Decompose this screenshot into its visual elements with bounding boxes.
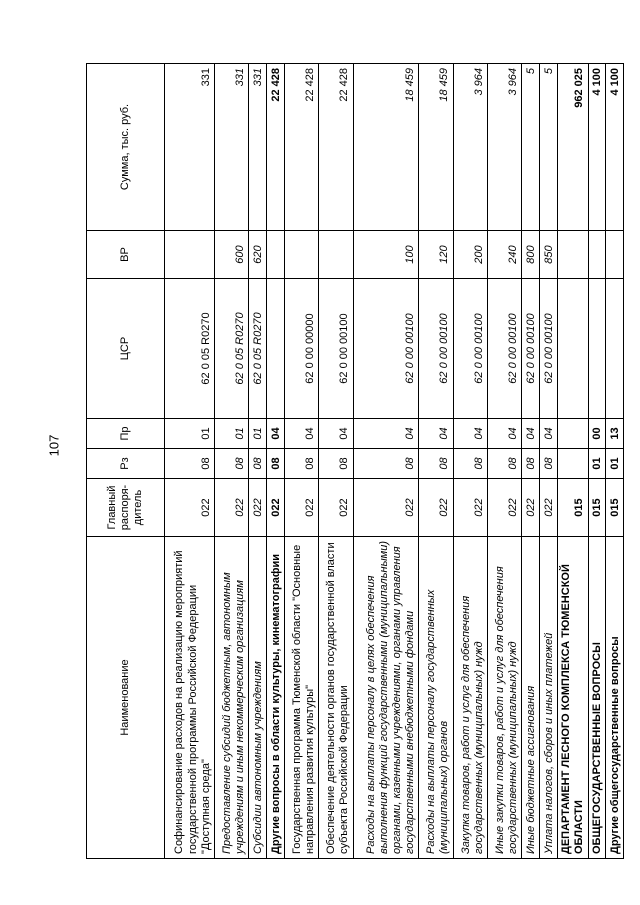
table-row	[284, 64, 318, 859]
cell-sum: 5	[522, 64, 540, 231]
header-vr: ВР	[87, 231, 165, 279]
cell-pr: 01	[215, 419, 249, 449]
cell-sum: 331	[165, 64, 215, 231]
table-row	[522, 64, 540, 859]
cell-rz: 08	[249, 449, 267, 479]
budget-table	[86, 63, 624, 859]
cell-glav: 022	[419, 479, 453, 537]
cell-glav: 015	[606, 479, 624, 537]
cell-vr: 800	[522, 231, 540, 279]
cell-sum: 18 459	[419, 64, 453, 231]
cell-vr: 240	[488, 231, 522, 279]
table-row	[488, 64, 522, 859]
cell-sum: 3 964	[488, 64, 522, 231]
cell-csr: 62 0 05 R0270	[215, 279, 249, 419]
cell-sum: 22 428	[319, 64, 353, 231]
cell-vr: 620	[249, 231, 267, 279]
cell-glav: 022	[215, 479, 249, 537]
cell-pr: 04	[540, 419, 558, 449]
cell-rz: 08	[540, 449, 558, 479]
cell-name: Другие общегосударственные вопросы	[606, 537, 624, 859]
cell-sum: 5	[540, 64, 558, 231]
cell-glav: 022	[267, 479, 285, 537]
cell-sum: 962 025	[557, 64, 588, 231]
header-sum: Сумма, тыс. руб.	[87, 64, 165, 231]
cell-pr: 04	[419, 419, 453, 449]
table-row	[319, 64, 353, 859]
cell-glav: 022	[319, 479, 353, 537]
cell-name: Расходы на выплаты персоналу в целях обеспечения выполнения функций государственными (муниципальными) органами, казенными учреждениями, органами управления государственными внебюджетными фондами	[353, 537, 419, 859]
table-row	[588, 64, 606, 859]
header-glav: Главный распоря-дитель	[87, 479, 165, 537]
cell-vr	[606, 231, 624, 279]
cell-csr: 62 0 00 00100	[319, 279, 353, 419]
cell-vr	[267, 231, 285, 279]
cell-pr: 01	[165, 419, 215, 449]
cell-name: Обеспечение деятельности органов государственной власти субъекта Российской Федерации	[319, 537, 353, 859]
cell-pr	[557, 419, 588, 449]
cell-pr: 04	[522, 419, 540, 449]
cell-vr	[319, 231, 353, 279]
cell-csr: 62 0 00 00100	[419, 279, 453, 419]
cell-vr	[165, 231, 215, 279]
cell-sum: 4 100	[606, 64, 624, 231]
cell-sum: 22 428	[284, 64, 318, 231]
cell-vr: 100	[353, 231, 419, 279]
cell-csr	[557, 279, 588, 419]
cell-csr: 62 0 00 00100	[540, 279, 558, 419]
cell-name: Иные бюджетные ассигнования	[522, 537, 540, 859]
cell-name: Иные закупки товаров, работ и услуг для обеспечения государственных (муниципальных) нужд	[488, 537, 522, 859]
cell-vr: 120	[419, 231, 453, 279]
cell-pr: 00	[588, 419, 606, 449]
cell-csr	[267, 279, 285, 419]
cell-sum: 22 428	[267, 64, 285, 231]
cell-name: Государственная программа Тюменской области "Основные направления развития культуры"	[284, 537, 318, 859]
cell-rz: 01	[606, 449, 624, 479]
cell-glav: 022	[540, 479, 558, 537]
table-row	[606, 64, 624, 859]
cell-csr: 62 0 00 00100	[488, 279, 522, 419]
table-row	[453, 64, 487, 859]
cell-pr: 04	[353, 419, 419, 449]
cell-csr: 62 0 00 00000	[284, 279, 318, 419]
table-row	[215, 64, 249, 859]
cell-pr: 13	[606, 419, 624, 449]
table-row	[249, 64, 267, 859]
budget-table-rotated	[86, 64, 624, 859]
cell-rz: 08	[419, 449, 453, 479]
cell-rz: 08	[284, 449, 318, 479]
cell-pr: 01	[249, 419, 267, 449]
cell-name: Закупка товаров, работ и услуг для обеспечения государственных (муниципальных) нужд	[453, 537, 487, 859]
cell-name: Уплата налогов, сборов и иных платежей	[540, 537, 558, 859]
header-rz: Рз	[87, 449, 165, 479]
cell-name: Расходы на выплаты персоналу государственных (муниципальных) органов	[419, 537, 453, 859]
cell-pr: 04	[488, 419, 522, 449]
cell-rz: 08	[319, 449, 353, 479]
cell-name: ДЕПАРТАМЕНТ ЛЕСНОГО КОМПЛЕКСА ТЮМЕНСКОЙ ОБЛАСТИ	[557, 537, 588, 859]
cell-vr	[588, 231, 606, 279]
cell-rz: 08	[267, 449, 285, 479]
cell-csr	[588, 279, 606, 419]
header-csr: ЦСР	[87, 279, 165, 419]
cell-csr: 62 0 00 00100	[522, 279, 540, 419]
table-body	[165, 64, 624, 859]
cell-vr	[557, 231, 588, 279]
cell-pr: 04	[267, 419, 285, 449]
cell-rz: 08	[165, 449, 215, 479]
cell-glav: 022	[488, 479, 522, 537]
cell-pr: 04	[284, 419, 318, 449]
table-row	[267, 64, 285, 859]
cell-glav: 015	[557, 479, 588, 537]
cell-glav: 022	[353, 479, 419, 537]
table-row	[353, 64, 419, 859]
cell-rz: 08	[453, 449, 487, 479]
cell-glav: 022	[284, 479, 318, 537]
cell-sum: 4 100	[588, 64, 606, 231]
table-row	[557, 64, 588, 859]
cell-csr: 62 0 00 00100	[353, 279, 419, 419]
table-row	[165, 64, 215, 859]
header-pr: Пр	[87, 419, 165, 449]
table-header-row	[87, 64, 165, 859]
cell-name: ОБЩЕГОСУДАРСТВЕННЫЕ ВОПРОСЫ	[588, 537, 606, 859]
cell-sum: 331	[215, 64, 249, 231]
cell-glav: 022	[165, 479, 215, 537]
cell-csr: 62 0 05 R0270	[249, 279, 267, 419]
cell-glav: 015	[588, 479, 606, 537]
cell-rz: 08	[522, 449, 540, 479]
cell-pr: 04	[453, 419, 487, 449]
cell-glav: 022	[249, 479, 267, 537]
cell-sum: 3 964	[453, 64, 487, 231]
cell-csr: 62 0 05 R0270	[165, 279, 215, 419]
cell-name: Софинансирование расходов на реализацию мероприятий государственной программы Российской Федерации "Доступная среда"	[165, 537, 215, 859]
header-name: Наименование	[87, 537, 165, 859]
cell-vr: 200	[453, 231, 487, 279]
cell-sum: 331	[249, 64, 267, 231]
cell-rz: 08	[353, 449, 419, 479]
cell-name: Другие вопросы в области культуры, кинематографии	[267, 537, 285, 859]
page-number: 107	[46, 434, 62, 457]
cell-csr	[606, 279, 624, 419]
cell-rz: 08	[488, 449, 522, 479]
cell-vr	[284, 231, 318, 279]
cell-pr: 04	[319, 419, 353, 449]
cell-sum: 18 459	[353, 64, 419, 231]
table-row	[540, 64, 558, 859]
cell-name: Субсидии автономным учреждениям	[249, 537, 267, 859]
cell-name: Предоставление субсидий бюджетным, автономным учреждениям и иным некоммерческим организациям	[215, 537, 249, 859]
cell-glav: 022	[522, 479, 540, 537]
table-row	[419, 64, 453, 859]
cell-vr: 850	[540, 231, 558, 279]
cell-csr: 62 0 00 00100	[453, 279, 487, 419]
cell-rz	[557, 449, 588, 479]
cell-rz: 08	[215, 449, 249, 479]
cell-glav: 022	[453, 479, 487, 537]
cell-vr: 600	[215, 231, 249, 279]
cell-rz: 01	[588, 449, 606, 479]
